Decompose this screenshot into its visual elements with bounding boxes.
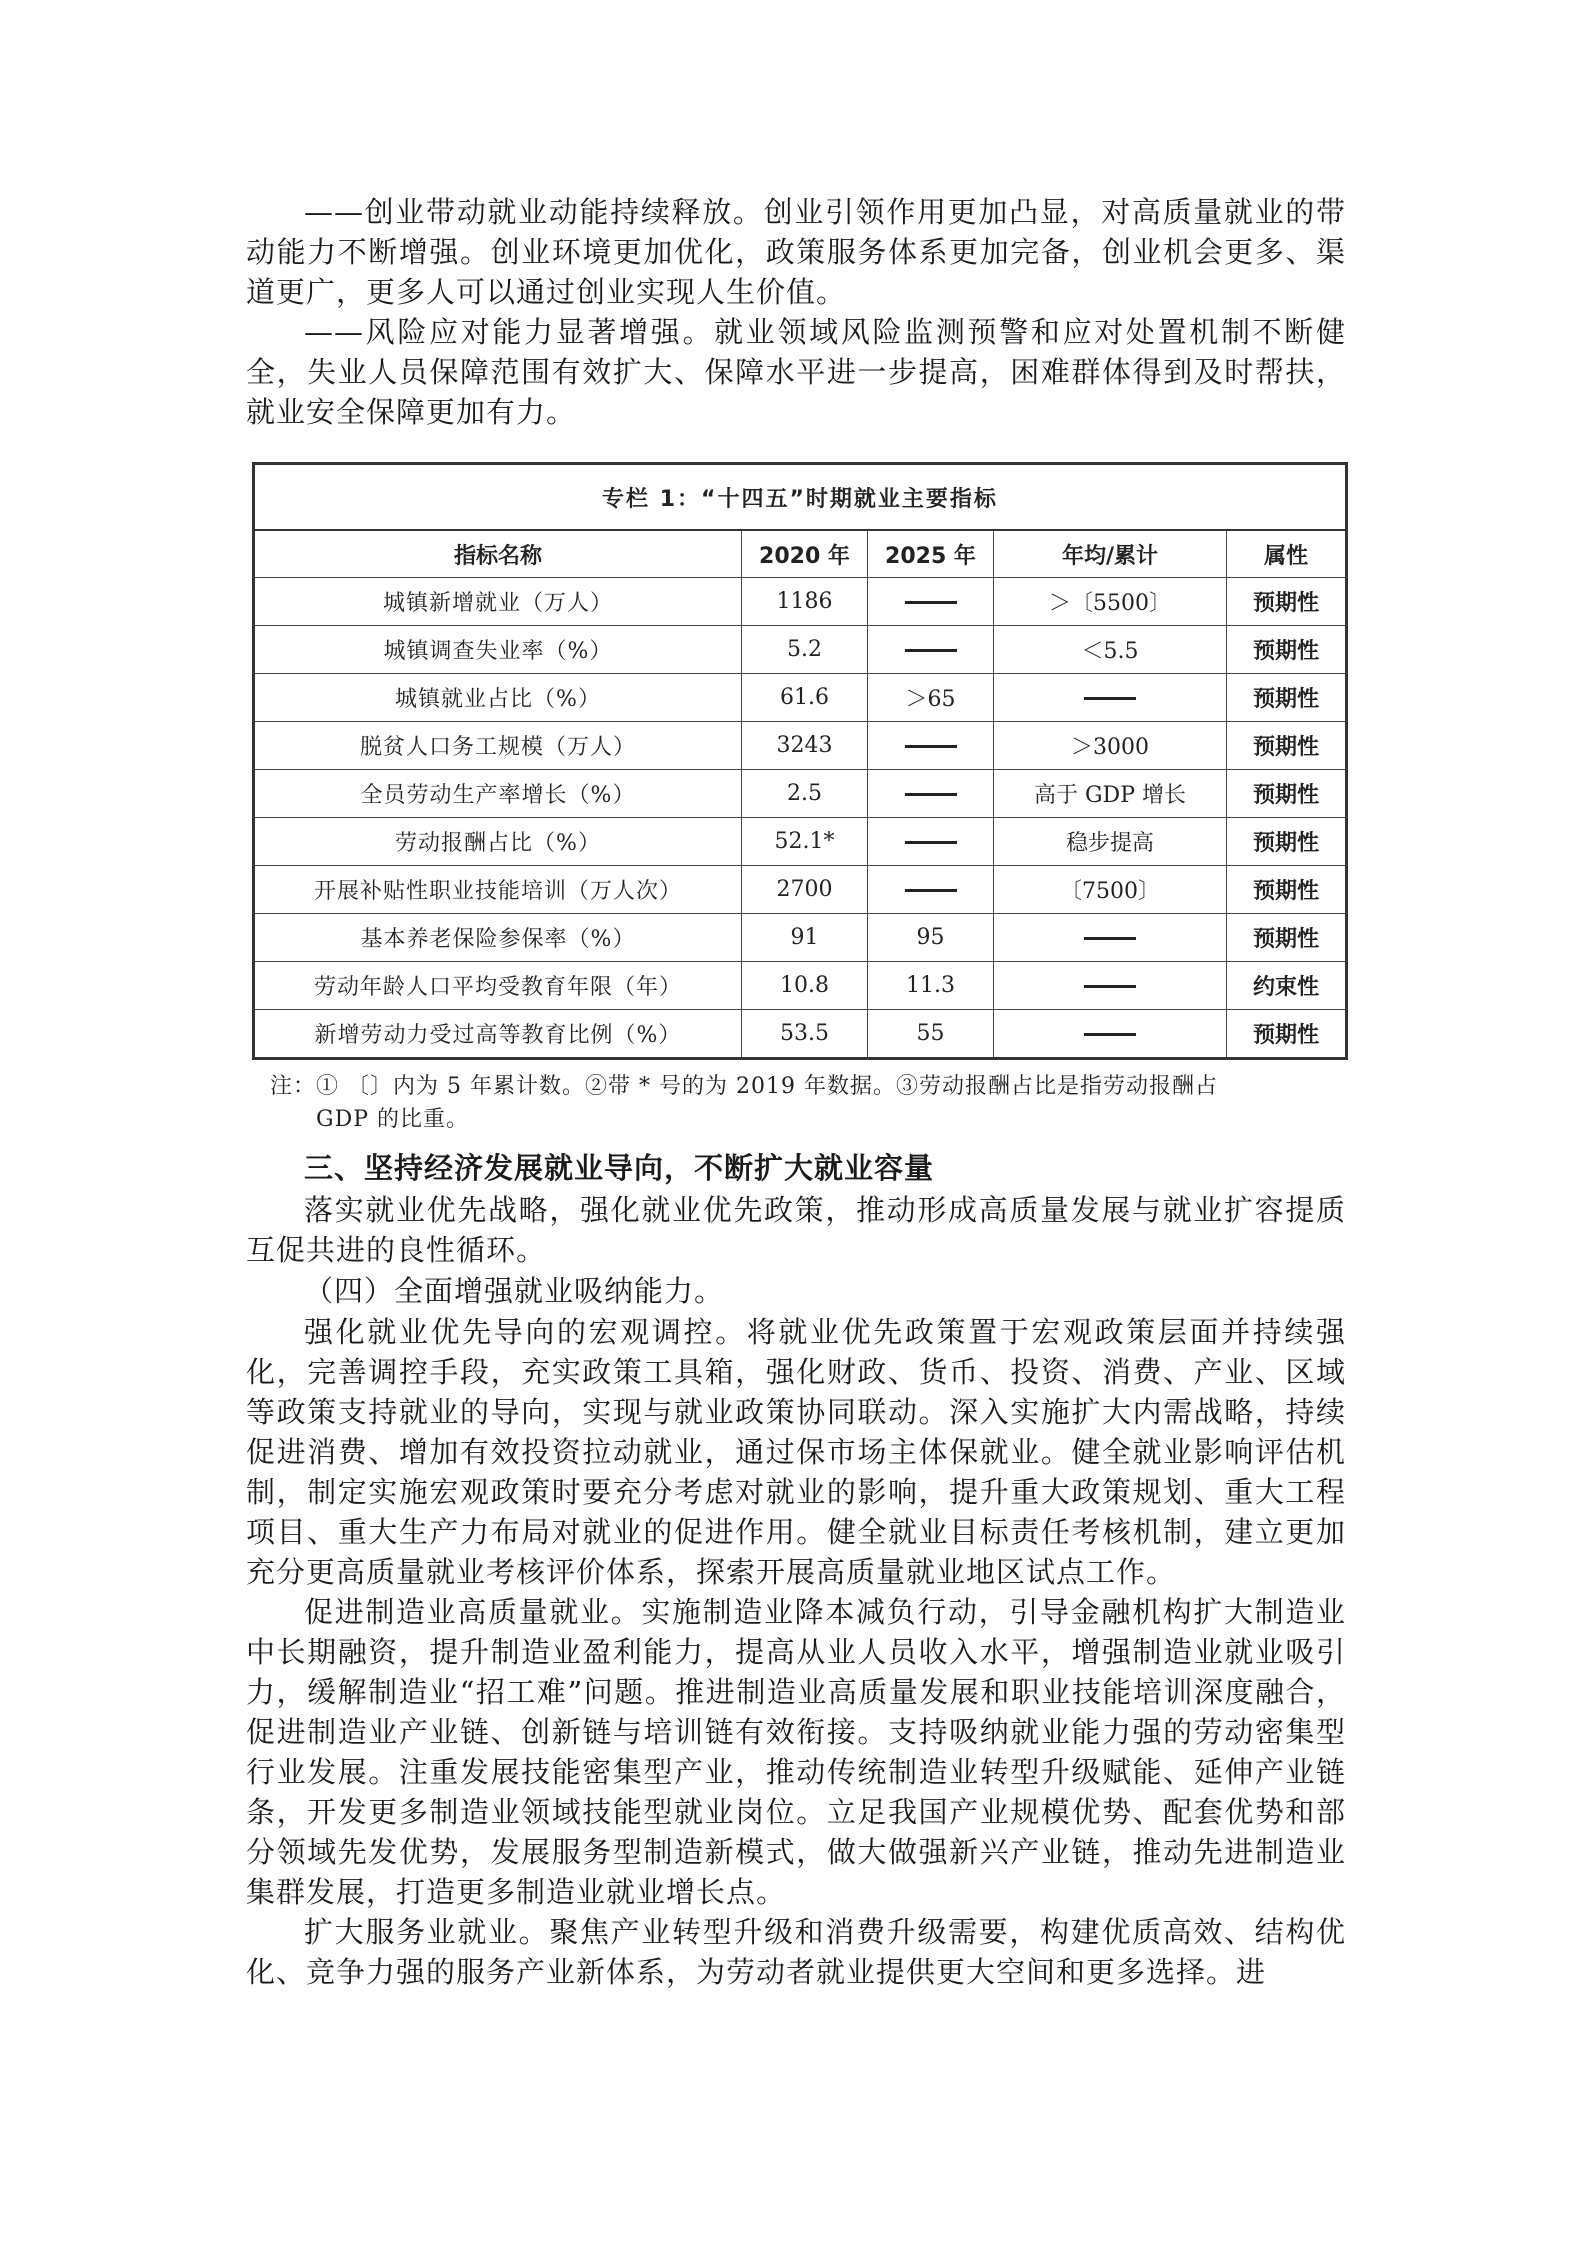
- table-row: [254, 866, 1347, 914]
- table-note-line-2: GDP 的比重。: [316, 1107, 470, 1132]
- manufacturing-paragraph: 促进制造业高质量就业。实施制造业降本减负行动，引导金融机构扩大制造业中长期融资，提升制造业盈利能力，提高从业人员收入水平，增强制造业就业吸引力，缓解制造业“招工难”问题。推进制造业高质量发展和职业技能培训深度融合，促进制造业产业链、创新链与培训链有效衔接。支持吸纳就业能力强的劳动密集型行业发展。注重发展技能密集型产业，推动传统制造业转型升级赋能、延伸产业链条，开发更多制造业领域技能型就业岗位。立足我国产业规模优势、配套优势和部分领域先发优势，发展服务型制造新模式，做大做强新兴产业链，推动先进制造业集群发展，打造更多制造业就业增长点。: [246, 1595, 1346, 1909]
- dash-mark: [905, 841, 957, 844]
- annual-cumulative-cell: [994, 674, 1227, 722]
- table-header-row: [254, 530, 1347, 578]
- table-body: [254, 578, 1347, 1059]
- table-note: [270, 1070, 1350, 1136]
- annual-cumulative-cell: 高于 GDP 增长: [994, 770, 1227, 818]
- table-row: [254, 578, 1347, 626]
- section-block: [246, 1146, 1346, 1992]
- indicator-name-cell: 基本养老保险参保率（%）: [254, 914, 742, 962]
- annual-cumulative-cell: [994, 962, 1227, 1010]
- header-2020: 2020 年: [742, 530, 868, 578]
- table-note-line-1: 注：① 〔〕内为 5 年累计数。②带 * 号的为 2019 年数据。③劳动报酬占比是指劳动报酬占: [270, 1074, 1218, 1099]
- attribute-cell: 预期性: [1227, 770, 1347, 818]
- table-title: 专栏 1：“十四五”时期就业主要指标: [254, 464, 1347, 531]
- annual-cumulative-cell: 〔7500〕: [994, 866, 1227, 914]
- intro-block: [246, 192, 1346, 432]
- attribute-cell: 预期性: [1227, 578, 1347, 626]
- indicator-name-cell: 城镇就业占比（%）: [254, 674, 742, 722]
- value-2020-cell: 3243: [742, 722, 868, 770]
- annual-cumulative-cell: ＞3000: [994, 722, 1227, 770]
- table-row: [254, 1010, 1347, 1059]
- value-2025-cell: [868, 722, 994, 770]
- intro-paragraph-risk: ——风险应对能力显著增强。就业领域风险监测预警和应对处置机制不断健全，失业人员保障范围有效扩大、保障水平进一步提高，困难群体得到及时帮扶，就业安全保障更加有力。: [246, 315, 1346, 429]
- value-2020-cell: 5.2: [742, 626, 868, 674]
- dash-mark: [905, 601, 957, 604]
- indicator-name-cell: 城镇调查失业率（%）: [254, 626, 742, 674]
- value-2020-cell: 2.5: [742, 770, 868, 818]
- table-row: [254, 818, 1347, 866]
- attribute-cell: 预期性: [1227, 866, 1347, 914]
- indicator-name-cell: 开展补贴性职业技能培训（万人次）: [254, 866, 742, 914]
- dash-mark: [905, 649, 957, 652]
- header-annual-cumulative: 年均/累计: [994, 530, 1227, 578]
- annual-cumulative-cell: [994, 914, 1227, 962]
- indicator-name-cell: 劳动报酬占比（%）: [254, 818, 742, 866]
- value-2025-cell: 95: [868, 914, 994, 962]
- section-intro-paragraph: 落实就业优先战略，强化就业优先政策，推动形成高质量发展与就业扩容提质互促共进的良性循环。: [246, 1193, 1346, 1267]
- services-paragraph: 扩大服务业就业。聚焦产业转型升级和消费升级需要，构建优质高效、结构优化、竞争力强的服务产业新体系，为劳动者就业提供更大空间和更多选择。进: [246, 1915, 1346, 1989]
- intro-paragraph-entrepreneurship: ——创业带动就业动能持续释放。创业引领作用更加凸显，对高质量就业的带动能力不断增强。创业环境更加优化，政策服务体系更加完备，创业机会更多、渠道更广，更多人可以通过创业实现人生价值。: [246, 195, 1346, 309]
- indicator-name-cell: 脱贫人口务工规模（万人）: [254, 722, 742, 770]
- table-row: [254, 626, 1347, 674]
- value-2025-cell: ＞65: [868, 674, 994, 722]
- dash-mark: [1084, 1033, 1136, 1036]
- value-2020-cell: 2700: [742, 866, 868, 914]
- value-2020-cell: 10.8: [742, 962, 868, 1010]
- attribute-cell: 预期性: [1227, 1010, 1347, 1059]
- value-2025-cell: 55: [868, 1010, 994, 1059]
- annual-cumulative-cell: ＞〔5500〕: [994, 578, 1227, 626]
- annual-cumulative-cell: ＜5.5: [994, 626, 1227, 674]
- annual-cumulative-cell: 稳步提高: [994, 818, 1227, 866]
- subsection-heading: （四）全面增强就业吸纳能力。: [304, 1274, 725, 1308]
- value-2025-cell: [868, 866, 994, 914]
- indicator-name-cell: 全员劳动生产率增长（%）: [254, 770, 742, 818]
- attribute-cell: 预期性: [1227, 626, 1347, 674]
- value-2025-cell: [868, 578, 994, 626]
- dash-mark: [1084, 697, 1136, 700]
- value-2025-cell: [868, 770, 994, 818]
- header-2025: 2025 年: [868, 530, 994, 578]
- value-2020-cell: 91: [742, 914, 868, 962]
- table-row: [254, 722, 1347, 770]
- value-2020-cell: 61.6: [742, 674, 868, 722]
- dash-mark: [1084, 937, 1136, 940]
- table-row: [254, 674, 1347, 722]
- attribute-cell: 约束性: [1227, 962, 1347, 1010]
- attribute-cell: 预期性: [1227, 818, 1347, 866]
- dash-mark: [905, 889, 957, 892]
- indicator-name-cell: 新增劳动力受过高等教育比例（%）: [254, 1010, 742, 1059]
- dash-mark: [905, 745, 957, 748]
- indicator-name-cell: 城镇新增就业（万人）: [254, 578, 742, 626]
- annual-cumulative-cell: [994, 1010, 1227, 1059]
- attribute-cell: 预期性: [1227, 914, 1347, 962]
- value-2025-cell: [868, 818, 994, 866]
- value-2020-cell: 1186: [742, 578, 868, 626]
- dash-mark: [905, 793, 957, 796]
- employment-indicators-table: [252, 462, 1348, 1060]
- attribute-cell: 预期性: [1227, 722, 1347, 770]
- attribute-cell: 预期性: [1227, 674, 1347, 722]
- section-heading: 三、坚持经济发展就业导向，不断扩大就业容量: [304, 1151, 935, 1185]
- value-2020-cell: 52.1*: [742, 818, 868, 866]
- table-row: [254, 962, 1347, 1010]
- value-2025-cell: 11.3: [868, 962, 994, 1010]
- table-row: [254, 770, 1347, 818]
- header-attribute: 属性: [1227, 530, 1347, 578]
- header-indicator-name: 指标名称: [254, 530, 742, 578]
- dash-mark: [1084, 985, 1136, 988]
- macro-control-paragraph: 强化就业优先导向的宏观调控。将就业优先政策置于宏观政策层面并持续强化，完善调控手段，充实政策工具箱，强化财政、货币、投资、消费、产业、区域等政策支持就业的导向，实现与就业政策协同联动。深入实施扩大内需战略，持续促进消费、增加有效投资拉动就业，通过保市场主体保就业。健全就业影响评估机制，制定实施宏观政策时要充分考虑对就业的影响，提升重大政策规划、重大工程项目、重大生产力布局对就业的促进作用。健全就业目标责任考核机制，建立更加充分更高质量就业考核评价体系，探索开展高质量就业地区试点工作。: [246, 1315, 1346, 1589]
- value-2020-cell: 53.5: [742, 1010, 868, 1059]
- value-2025-cell: [868, 626, 994, 674]
- table-row: [254, 914, 1347, 962]
- indicator-name-cell: 劳动年龄人口平均受教育年限（年）: [254, 962, 742, 1010]
